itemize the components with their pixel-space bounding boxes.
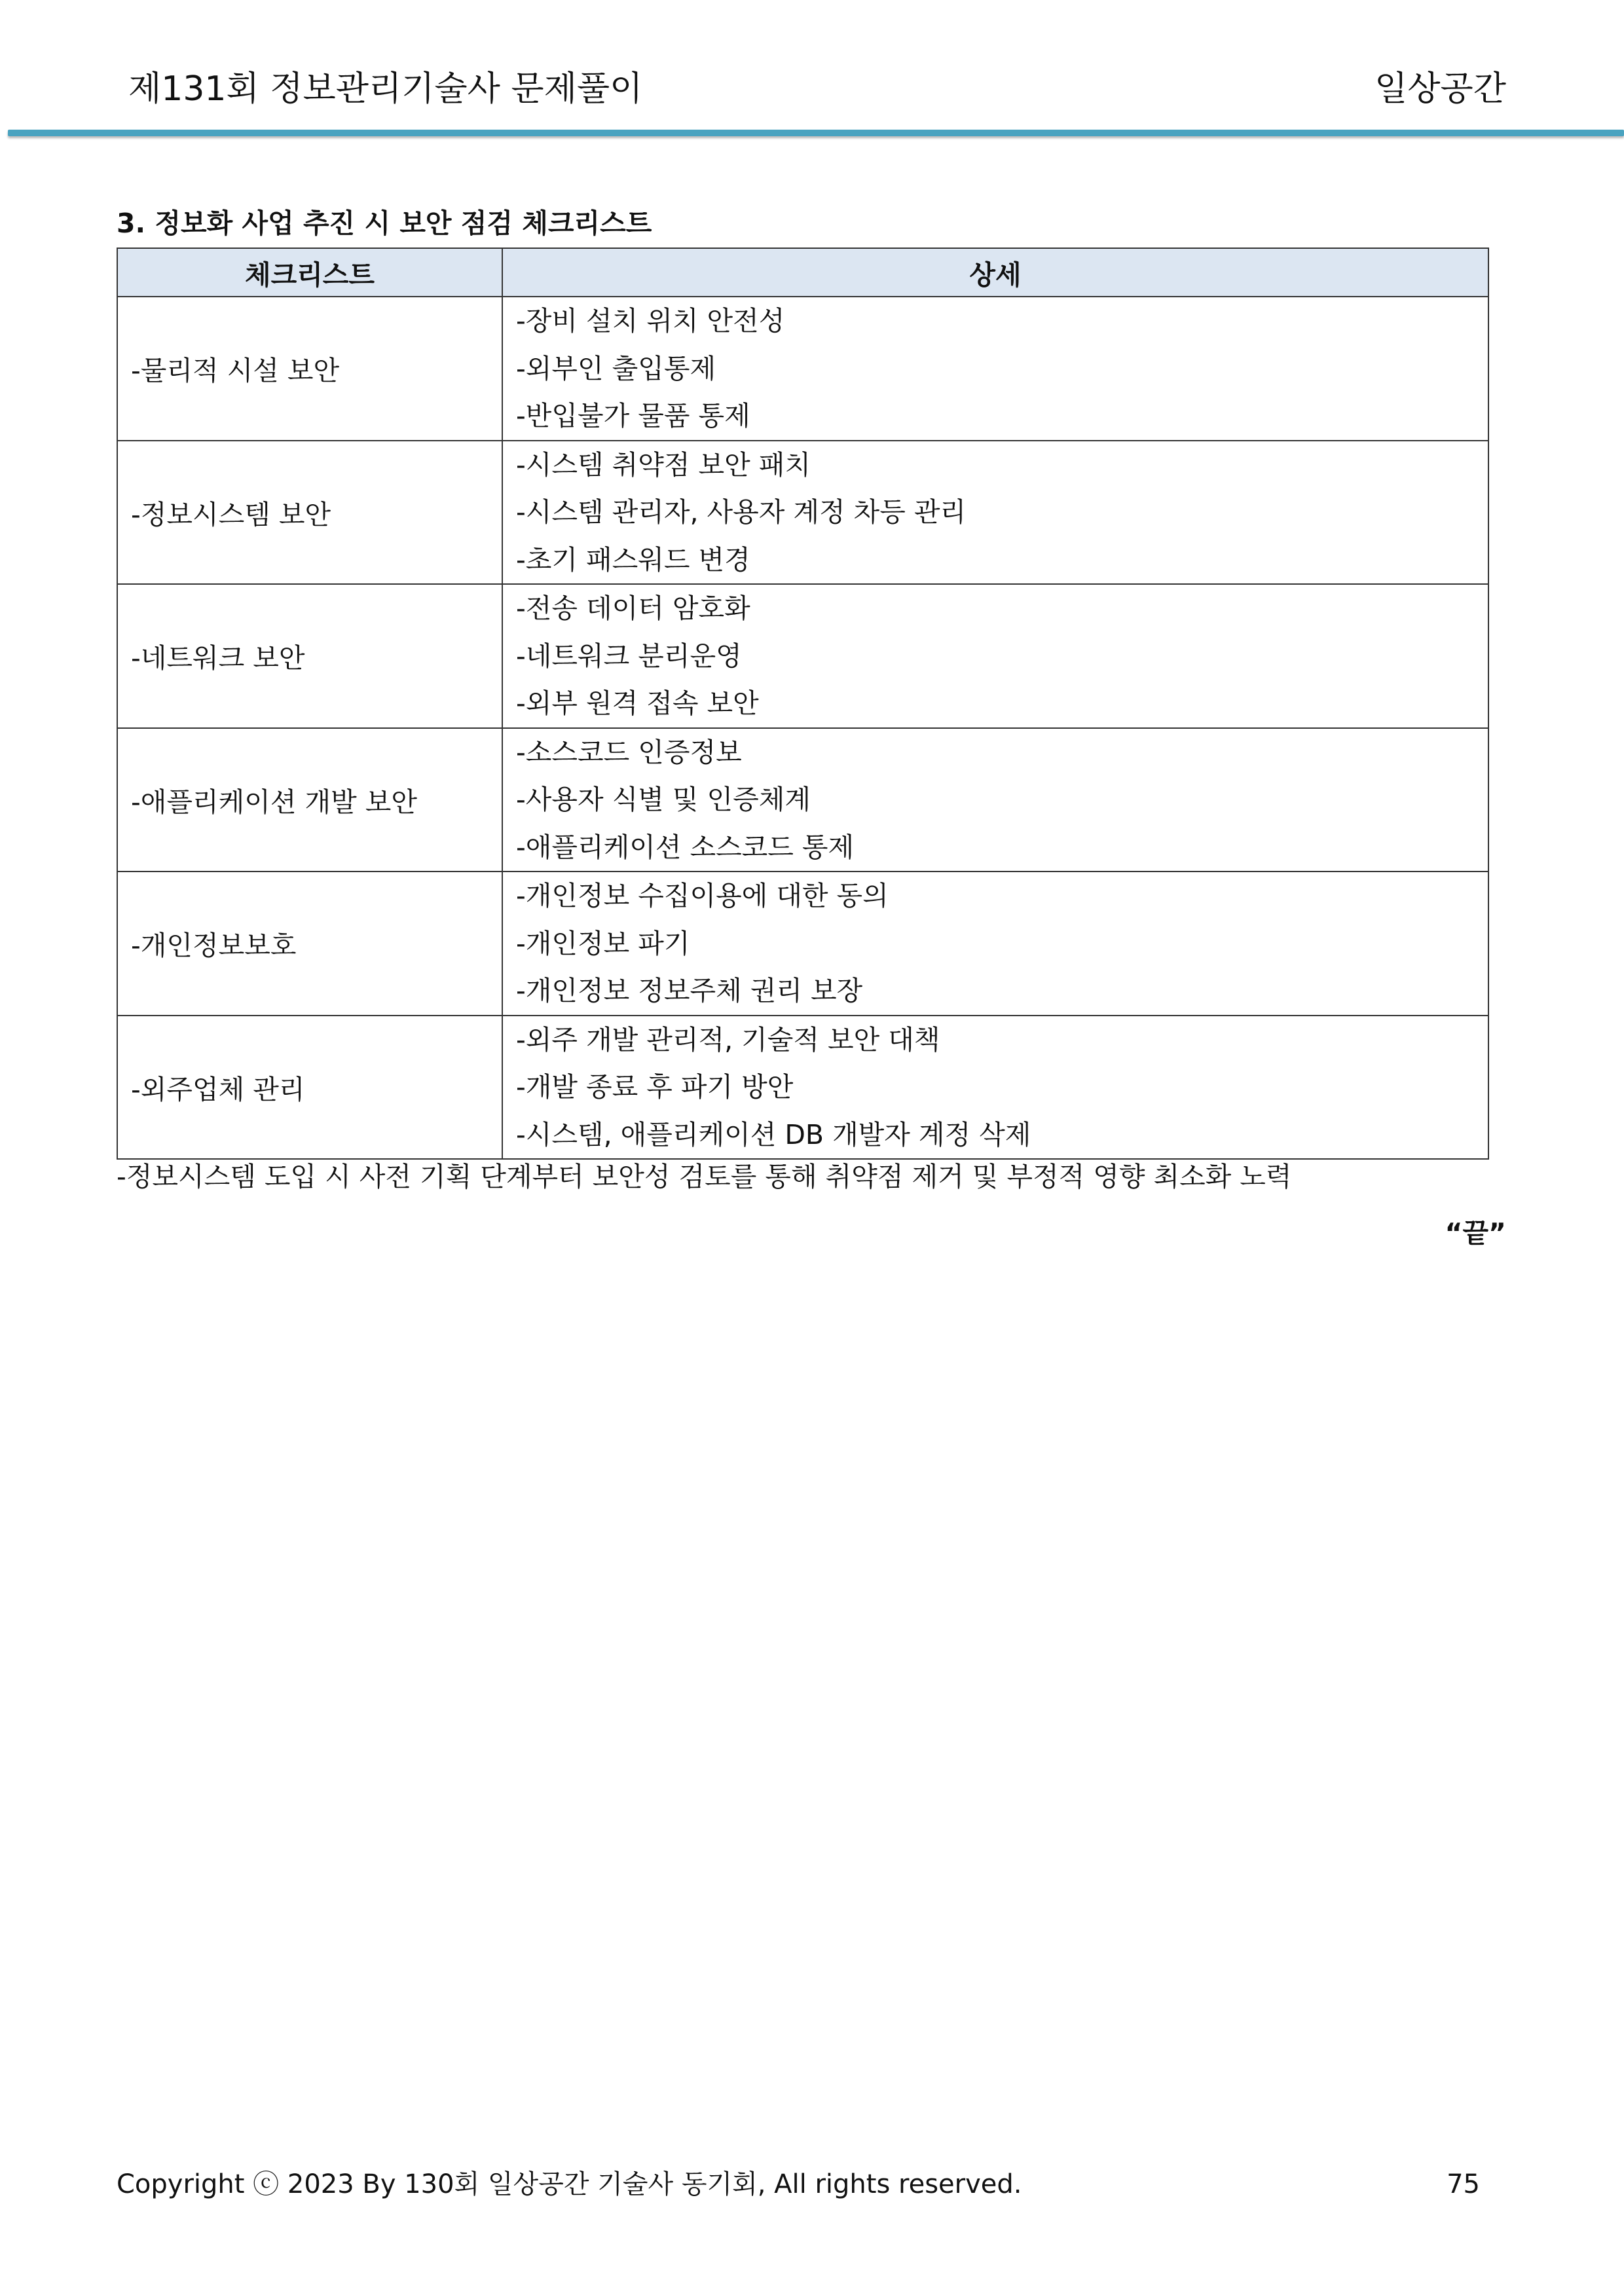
checklist-item: -애플리케이션 개발 보안 [117,728,502,872]
detail-line: -외주 개발 관리적, 기술적 보안 대책 [516,1023,940,1056]
checklist-item: -정보시스템 보안 [117,441,502,585]
detail-line: -외부 원격 접속 보안 [516,688,759,719]
end-mark: “끝” [1445,1217,1506,1249]
table-row [117,728,1488,872]
checklist-item: -개인정보보호 [117,872,502,1016]
checklist-details [502,297,1488,441]
detail-line: -사용자 식별 및 인증체계 [516,784,811,815]
detail-line: -외부인 출입통제 [516,352,716,384]
publisher-name: 일상공간 [1375,69,1506,109]
detail-line: -소스코드 인증정보 [516,736,742,768]
header-divider [8,130,1624,136]
checklist-details [502,1016,1488,1160]
detail-line: -개인정보 수집이용에 대한 동의 [516,880,889,911]
document-title: 제131회 정보관리기술사 문제풀이 [128,69,643,109]
section-title: 3. 정보화 사업 추진 시 보안 점검 체크리스트 [117,208,652,239]
table-row [117,1016,1488,1160]
table-row [117,441,1488,585]
detail-line: -개발 종료 후 파기 방안 [516,1071,794,1103]
table-header-row [117,248,1488,297]
detail-line: -네트워크 분리운영 [516,640,742,672]
table-row [117,872,1488,1016]
detail-line: -장비 설치 위치 안전성 [516,305,785,337]
table-row [117,297,1488,441]
checklist-details [502,728,1488,872]
detail-line: -개인정보 정보주체 권리 보장 [516,975,863,1006]
detail-line: -전송 데이터 암호화 [516,593,750,624]
page-number: 75 [1447,2169,1480,2199]
column-header-details: 상세 [502,248,1488,297]
checklist-item: -네트워크 보안 [117,584,502,728]
detail-line: -시스템 관리자, 사용자 계정 차등 관리 [516,496,967,528]
detail-line: -개인정보 파기 [516,927,690,959]
detail-line: -초기 패스워드 변경 [516,543,750,576]
checklist-item: -물리적 시설 보안 [117,297,502,441]
detail-line: -반입불가 물품 통제 [516,400,750,431]
checklist-item: -외주업체 관리 [117,1016,502,1160]
column-header-checklist: 체크리스트 [117,248,502,297]
checklist-details [502,584,1488,728]
summary-note: -정보시스템 도입 시 사전 기획 단계부터 보안성 검토를 통해 취약점 제거 및 부정적 영향 최소화 노력 [117,1161,1292,1192]
checklist-details [502,872,1488,1016]
detail-line: -애플리케이션 소스코드 통제 [516,831,855,863]
checklist-table [117,248,1489,1160]
detail-line: -시스템 취약점 보안 패치 [516,449,811,481]
copyright-text: Copyright ⓒ 2023 By 130회 일상공간 기술사 동기회, All rights reserved. [117,2169,1022,2199]
table-row [117,584,1488,728]
checklist-details [502,441,1488,585]
detail-line: -시스템, 애플리케이션 DB 개발자 계정 삭제 [516,1118,1031,1150]
